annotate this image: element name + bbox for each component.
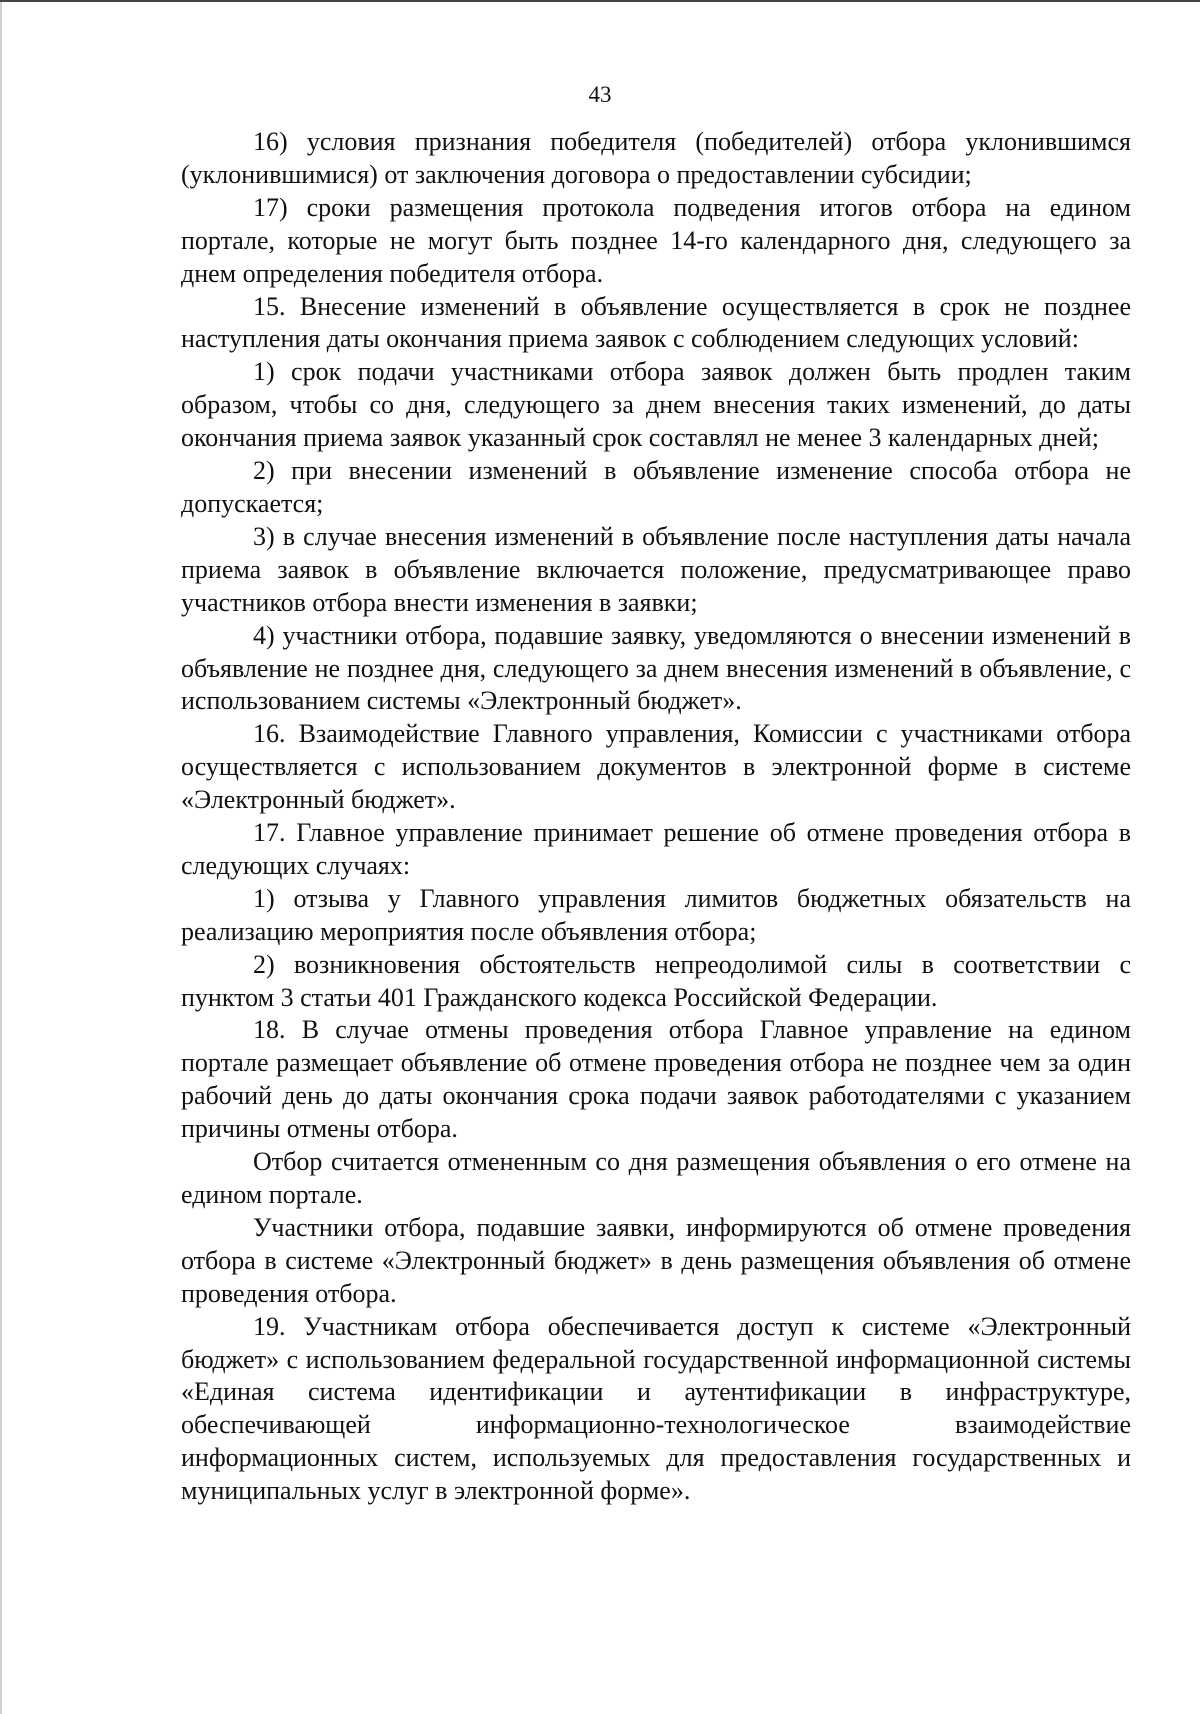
paragraph-17-item-1: 1) отзыва у Главного управления лимитов бюджетных обязательств на реализацию мероприятия после объявления отбора; xyxy=(181,883,1131,946)
paragraph-section-16: 16. Взаимодействие Главного управления, Комиссии с участниками отбора осуществляется с использованием документов в электронной форме в системе «Электронный бюджет». xyxy=(181,719,1131,815)
paragraph-15-item-2: 2) при внесении изменений в объявление изменение способа отбора не допускается; xyxy=(181,456,1131,518)
paragraph-section-15: 15. Внесение изменений в объявление осуществляется в срок не позднее наступления даты окончания приема заявок с соблюдением следующих условий: xyxy=(181,291,1131,354)
paragraph-17-item: 17) сроки размещения протокола подведения итогов отбора на едином портале, которые не могут быть позднее 14-го календарного дня, следующего за днем определения победителя отбора. xyxy=(181,192,1131,288)
paragraph-17-item-2: 2) возникновения обстоятельств непреодолимой силы в соответствии с пунктом 3 статьи 401 Гражданского кодекса Российской Федерации. xyxy=(181,949,1131,1012)
paragraph-15-item-1: 1) срок подачи участниками отбора заявок должен быть продлен таким образом, чтобы со дня, следующего за днем внесения таких изменений, до даты окончания приема заявок указанный срок составлял не менее 3 календарных дней; xyxy=(181,357,1131,453)
paragraph-section-17: 17. Главное управление принимает решение об отмене проведения отбора в следующих случаях: xyxy=(181,818,1131,880)
paragraph-18-participants: Участники отбора, подавшие заявки, информируются об отмене проведения отбора в системе «Электронный бюджет» в день размещения объявления об отмене проведения отбора. xyxy=(181,1212,1131,1308)
page-edge xyxy=(0,2,2,1714)
page-number: 43 xyxy=(588,82,612,107)
paragraph-section-18: 18. В случае отмены проведения отбора Главное управление на едином портале размещает объявление об отмене проведения отбора не позднее чем за один рабочий день до даты окончания срока подачи заявок работодателями с указанием причины отмены отбора. xyxy=(181,1015,1131,1144)
paragraph-section-19: 19. Участникам отбора обеспечивается доступ к системе «Электронный бюджет» с использованием федеральной государственной информационной системы «Единая система идентификации и аутентификации в инфраструктуре, обеспечивающей информационно-технологическое взаимодействие информационных систем, используемых для предоставления государственных и муниципальных услуг в электронной форме». xyxy=(181,1311,1131,1506)
document-body xyxy=(181,126,1131,1508)
paragraph-18-cancelled: Отбор считается отмененным со дня размещения объявления о его отмене на едином портале. xyxy=(181,1147,1131,1209)
paragraph-15-item-4: 4) участники отбора, подавшие заявку, уведомляются о внесении изменений в объявление не позднее дня, следующего за днем внесения изменений в объявление, с использованием системы «Электронный бюджет». xyxy=(181,620,1131,716)
paragraph-15-item-3: 3) в случае внесения изменений в объявление после наступления даты начала приема заявок в объявление включается положение, предусматривающее право участников отбора внести изменения в заявки; xyxy=(181,521,1131,617)
paragraph-16-item: 16) условия признания победителя (победителей) отбора уклонившимся (уклонившимися) от заключения договора о предоставлении субсидии; xyxy=(181,127,1131,189)
